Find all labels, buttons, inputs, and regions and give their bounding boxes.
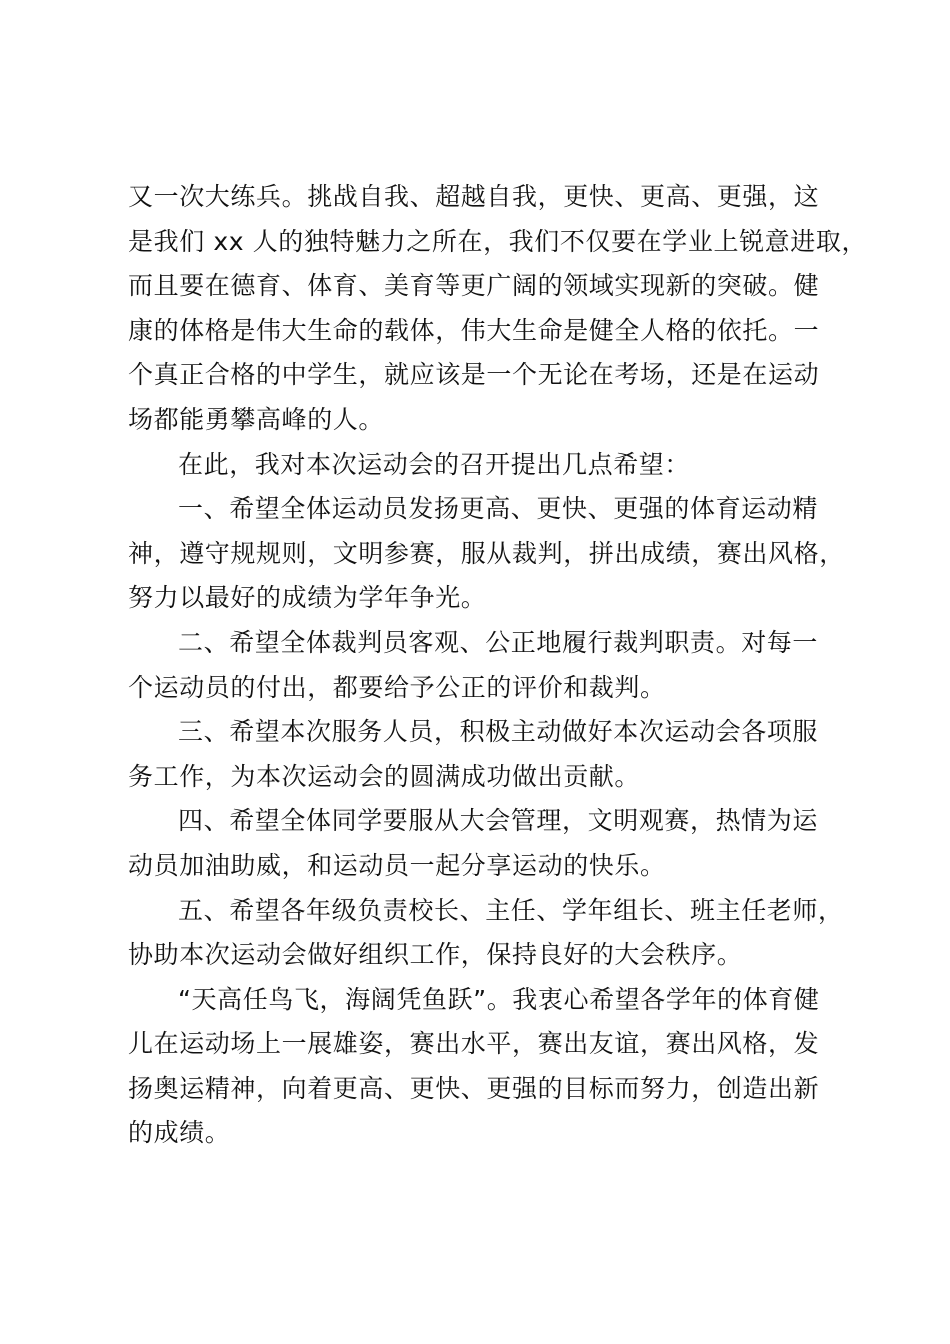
text-line: 又一次大练兵。挑战自我、超越自我，更快、更高、更强，这	[128, 182, 820, 211]
text-line: 场都能勇攀高峰的人。	[128, 404, 385, 434]
text-line: 康的体格是伟大生命的载体，伟大生命是健全人格的依托。一	[128, 315, 820, 345]
text-line: 三、希望本次服务人员，积极主动做好本次运动会各项服	[178, 717, 819, 747]
text-line: 扬奥运精神，向着更高、更快、更强的目标而努力，创造出新	[128, 1073, 820, 1103]
text-line: 协助本次运动会做好组织工作，保持良好的大会秩序。	[128, 940, 743, 970]
text-line: 神，遵守规规则，文明参赛，服从裁判，拼出成绩，赛出风格，	[128, 538, 845, 568]
text-line: 五、希望各年级负责校长、主任、学年组长、班主任老师，	[178, 895, 844, 925]
text-line: 的成绩。	[128, 1118, 231, 1148]
text-line: 二、希望全体裁判员客观、公正地履行裁判职责。对每一	[178, 627, 819, 657]
text-line: 努力以最好的成绩为学年争光。	[128, 583, 487, 613]
text-line: 在此，我对本次运动会的召开提出几点希望：	[178, 449, 691, 479]
text-line: 而且要在德育、体育、美育等更广阔的领域实现新的突破。健	[128, 271, 820, 301]
text-line: 动员加油助威，和运动员一起分享运动的快乐。	[128, 850, 666, 880]
document-body	[128, 175, 868, 1156]
text-line: “天高任鸟飞，海阔凭鱼跃”。我衷心希望各学年的体育健	[178, 984, 820, 1014]
text-line: 个运动员的付出，都要给予公正的评价和裁判。	[128, 672, 666, 702]
text-line: 四、希望全体同学要服从大会管理，文明观赛，热情为运	[178, 806, 819, 836]
text-line: 一、希望全体运动员发扬更高、更快、更强的体育运动精	[178, 494, 819, 524]
text-line: 个真正合格的中学生，就应该是一个无论在考场，还是在运动	[128, 360, 820, 390]
text-line: 儿在运动场上一展雄姿，赛出水平，赛出友谊，赛出风格，发	[128, 1029, 820, 1059]
text-line: 是我们 xx 人的独特魅力之所在，我们不仅要在学业上锐意进取，	[128, 226, 868, 256]
text-line: 务工作，为本次运动会的圆满成功做出贡献。	[128, 761, 641, 791]
